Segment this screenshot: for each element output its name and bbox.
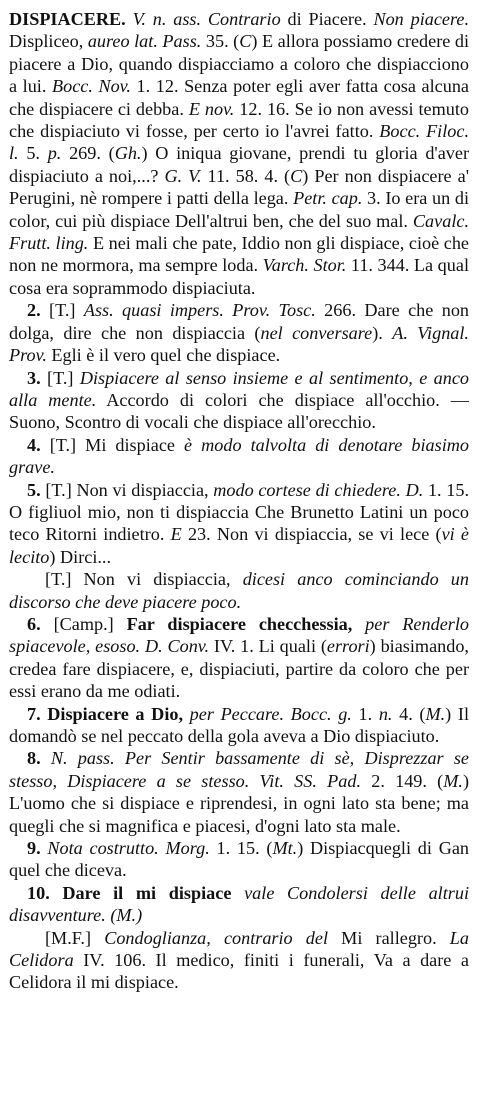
text-run: Bocc. Nov. <box>51 76 131 97</box>
text-run: modo cortese di chiedere. D. <box>213 479 424 500</box>
text-run: 2. <box>27 300 50 321</box>
text-run: C <box>290 165 303 186</box>
text-run: [T.] <box>47 367 80 388</box>
text-run: 3. <box>27 367 48 388</box>
text-run: C <box>239 31 252 52</box>
text-run: 9. <box>27 838 48 859</box>
text-run: p. <box>47 143 62 164</box>
text-run: E <box>170 524 182 545</box>
text-run: 10. Dare il mi dispiace <box>27 882 245 903</box>
text-run: vale Condolersi delle altrui disavventure. (M.) <box>9 882 469 926</box>
text-run: Bocc. Filoc. l. <box>9 121 469 164</box>
text-run: Mi rallegro. <box>328 927 450 948</box>
text-run: La Celidora <box>9 927 469 971</box>
text-run: [Camp.] <box>53 613 127 634</box>
entry-sense-3 <box>9 367 469 434</box>
text-run: G. V. <box>164 165 202 186</box>
text-run: [T.] Non vi dispiaccia, <box>45 479 214 500</box>
text-run: 1. 12. Senza poter egli aver fatta cosa alcuna che dispiacere ci debba. <box>9 76 469 119</box>
text-run: ) O iniqua giovane, prendi tu gloria d'aver dispiaciuto a noi,...? <box>9 143 469 186</box>
entry-sense-5-note <box>9 568 469 613</box>
entry-sense-6 <box>9 613 469 703</box>
text-run: è modo talvolta di denotare biasimo grave. <box>9 434 470 478</box>
text-run: Petr. cap. <box>293 188 363 209</box>
text-run: n. <box>378 703 393 724</box>
text-run: Egli è il vero quel che dispiace. <box>46 345 281 366</box>
text-run: ) E allora possiamo credere di piacere a Dio, quando dispiacciamo a coloro che dispiacciono a lui. <box>9 31 470 97</box>
text-run: 269. ( <box>61 143 115 164</box>
text-run: ) Dispiacquegli di Gan quel che diceva. <box>9 838 469 881</box>
text-run: M. <box>443 770 463 791</box>
text-run <box>126 9 133 29</box>
entry-sense-9 <box>9 837 469 882</box>
text-run: [T.] <box>49 300 84 321</box>
text-run: 35. ( <box>201 31 240 52</box>
text-run: [M.F.] <box>45 927 105 948</box>
entry-sense-5 <box>9 479 469 569</box>
text-run: 1. <box>351 703 379 724</box>
text-run: ) L'uomo che si dispiace e riprendesi, in ogni lato sta bene; ma quegli che si magnifica e piacesi, d'ogni lato sta male. <box>9 770 469 836</box>
text-run: Condoglianza, contrario del <box>104 927 329 948</box>
text-run: Varch. Stor. <box>262 255 347 276</box>
text-run: A. Vignal. Prov. <box>9 322 469 366</box>
sense-1-text <box>9 9 469 298</box>
text-run: Far dispiacere checchessia, <box>126 613 366 634</box>
text-run: 1. 15. ( <box>209 838 273 859</box>
text-run: ) biasimando, credea fare dispiacere, e, dispiaciuti, partire da coloro che per essi erano da me odiati. <box>9 636 469 702</box>
text-run: 8. <box>27 748 51 769</box>
text-run: 5. <box>18 143 48 164</box>
text-run: 4. <box>27 434 50 455</box>
text-run: Cavalc. Frutt. ling. <box>9 210 469 254</box>
text-run: Gh. <box>114 143 142 164</box>
text-run: Mt. <box>272 838 298 859</box>
text-run: ) Il domandò se nel peccato della gola aveva a Dio dispiaciuto. <box>9 703 469 746</box>
text-run: 12. 16. Se io non avessi temuto che dispiaciuto vi fosse, per certo io l'avrei fatto. <box>9 98 469 142</box>
text-run: 23. Non vi dispiaccia, se vi lece ( <box>181 524 442 545</box>
text-run: per Renderlo spiacevole, esoso. D. Conv. <box>9 613 469 657</box>
entry-sense-10 <box>9 882 469 927</box>
text-run: V. n. ass. Contrario <box>132 9 288 29</box>
text-run: 7. Dispiacere a Dio, <box>27 703 190 724</box>
text-run: 2. 149. ( <box>361 770 444 791</box>
text-run: N. pass. Per Sentir bassamente di sè, Disprezzar se stesso, Dispiacere a se stesso. Vit. SS. Pad. <box>9 748 469 791</box>
text-run: 1. 15. O figliuol mio, non ti dispiaccia Che Brunetto Latini un poco teco Ritorni indietro. <box>9 479 470 545</box>
text-run: 5. <box>27 479 46 500</box>
text-run: M. <box>425 703 446 724</box>
entry-sense-4 <box>9 434 469 479</box>
text-run: per Peccare. Bocc. g. <box>189 703 352 724</box>
text-run: Displiceo, <box>9 31 88 52</box>
text-run: [T.] Mi dispiace <box>49 434 185 455</box>
text-run: Accordo di colori che dispiace all'occhio. — Suono, Scontro di vocali che dispiace all'orecchio. <box>9 389 469 433</box>
entry-sense-7 <box>9 703 469 748</box>
text-run: Ass. quasi impers. Prov. Tosc. <box>83 300 316 321</box>
text-run: ). <box>372 322 393 343</box>
text-run: vi è lecito <box>9 524 469 567</box>
text-run: aureo lat. Pass. <box>87 31 202 52</box>
text-run: errori <box>326 636 370 657</box>
text-run: IV. 1. Li quali ( <box>209 636 327 657</box>
text-run: 6. <box>27 613 54 634</box>
text-run: IV. 106. Il medico, finiti i funerali, Va a dare a Celidora il mi dispiace. <box>9 950 469 993</box>
headword: DISPIACERE. <box>9 9 126 29</box>
text-run: nel conversare <box>260 322 373 343</box>
text-run: 3. Io era un di color, cui più dispiace Dell'altrui ben, che del suo mal. <box>9 188 470 231</box>
text-run: ) Dirci... <box>49 546 112 567</box>
text-run: Nota costrutto. Morg. <box>47 838 210 859</box>
text-run: 11. 344. La qual cosa era soprammodo dispiaciuta. <box>9 255 469 298</box>
entry-sense-2 <box>9 299 469 366</box>
text-run: 266. Dare che non dolga, dire che non dispiaccia ( <box>9 300 470 343</box>
text-run: dicesi anco cominciando un discorso che deve piacere poco. <box>9 569 469 612</box>
text-run: Non piacere. <box>373 9 470 29</box>
text-run: 11. 58. 4. ( <box>201 165 291 186</box>
text-run: 4. ( <box>392 703 426 724</box>
entry-sense-1 <box>9 8 469 299</box>
text-run: E nei mali che pate, Iddio non gli dispiace, cioè che non ne mormora, ma sempre loda. <box>9 233 469 276</box>
text-run: ) Per non dispiacere a' Perugini, nè rompere i patti della lega. <box>9 165 470 209</box>
text-run: E nov. <box>188 98 235 119</box>
text-run: di Piacere. <box>287 9 374 29</box>
entry-sense-8 <box>9 747 469 837</box>
text-run: [T.] Non vi dispiaccia, <box>45 569 243 590</box>
text-run: Dispiacere al senso insieme e al sentimento, e anco alla mente. <box>9 367 469 410</box>
entry-sense-10-note <box>9 927 469 994</box>
